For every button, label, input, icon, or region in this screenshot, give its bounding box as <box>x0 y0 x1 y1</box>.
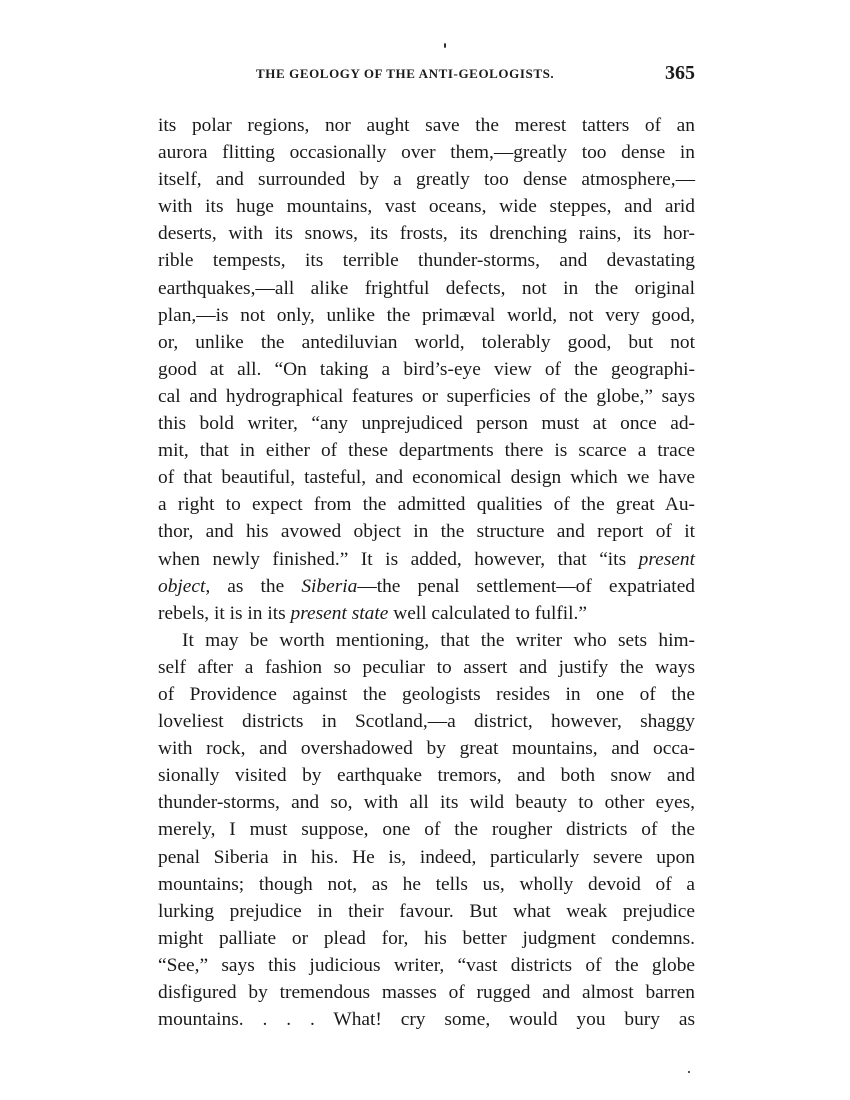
text-line: of Providence against the geologists resides in one of the <box>158 683 695 705</box>
text-line: with rock, and overshadowed by great mountains, and occa- <box>158 738 695 760</box>
body-text <box>158 112 695 1033</box>
text-line: object, as the Siberia—the penal settlement—of expatriated <box>158 575 695 597</box>
text-line: mountains. . . . What! cry some, would you bury as <box>158 1009 695 1031</box>
text-line: itself, and surrounded by a greatly too dense atmosphere,— <box>158 169 695 191</box>
text-line: It may be worth mentioning, that the writer who sets him- <box>182 629 695 651</box>
text-line: of that beautiful, tasteful, and economical design which we have <box>158 467 695 489</box>
text-line: “See,” says this judicious writer, “vast districts of the globe <box>158 954 695 976</box>
text-line: self after a fashion so peculiar to assert and justify the ways <box>158 656 695 678</box>
text-line: earthquakes,—all alike frightful defects, not in the original <box>158 277 695 299</box>
text-line: loveliest districts in Scotland,—a district, however, shaggy <box>158 711 695 733</box>
text-line: might palliate or plead for, his better judgment condemns. <box>158 927 695 949</box>
text-line: thunder-storms, and so, with all its wild beauty to other eyes, <box>158 792 695 814</box>
page-number: 365 <box>665 62 695 84</box>
ink-speck <box>688 1071 690 1073</box>
text-line: penal Siberia in his. He is, indeed, particularly severe upon <box>158 846 695 868</box>
text-line: with its huge mountains, vast oceans, wide steppes, and arid <box>158 196 695 218</box>
text-line: deserts, with its snows, its frosts, its drenching rains, its hor- <box>158 223 695 245</box>
running-title: THE GEOLOGY OF THE ANTI-GEOLOGISTS. <box>256 66 555 81</box>
text-line: when newly finished.” It is added, however, that “its present <box>158 548 695 570</box>
text-line: mit, that in either of these departments there is scarce a trace <box>158 440 695 462</box>
text-line: lurking prejudice in their favour. But what weak prejudice <box>158 900 695 922</box>
text-line: rebels, it is in its present state well calculated to fulfil.” <box>158 602 588 624</box>
text-line: this bold writer, “any unprejudiced person must at once ad- <box>158 413 695 435</box>
text-line: disfigured by tremendous masses of rugged and almost barren <box>158 982 695 1003</box>
ink-speck <box>444 43 446 48</box>
text-line: mountains; though not, as he tells us, wholly devoid of a <box>158 873 695 895</box>
text-line: plan,—is not only, unlike the primæval world, not very good, <box>158 304 695 326</box>
text-line: sionally visited by earthquake tremors, and both snow and <box>158 765 695 787</box>
text-line: good at all. “On taking a bird’s-eye view of the geographi- <box>158 358 695 380</box>
text-line: aurora flitting occasionally over them,—greatly too dense in <box>158 142 695 164</box>
text-line: or, unlike the antediluvian world, tolerably good, but not <box>158 331 695 353</box>
text-line: thor, and his avowed object in the structure and report of it <box>158 521 695 543</box>
text-line: a right to expect from the admitted qualities of the great Au- <box>158 494 695 516</box>
text-line: rible tempests, its terrible thunder-storms, and devastating <box>158 250 695 272</box>
text-line: merely, I must suppose, one of the rougher districts of the <box>158 819 695 841</box>
running-head <box>158 62 695 86</box>
text-line: cal and hydrographical features or superficies of the globe,” says <box>158 385 695 407</box>
text-line: its polar regions, nor aught save the merest tatters of an <box>158 115 695 136</box>
